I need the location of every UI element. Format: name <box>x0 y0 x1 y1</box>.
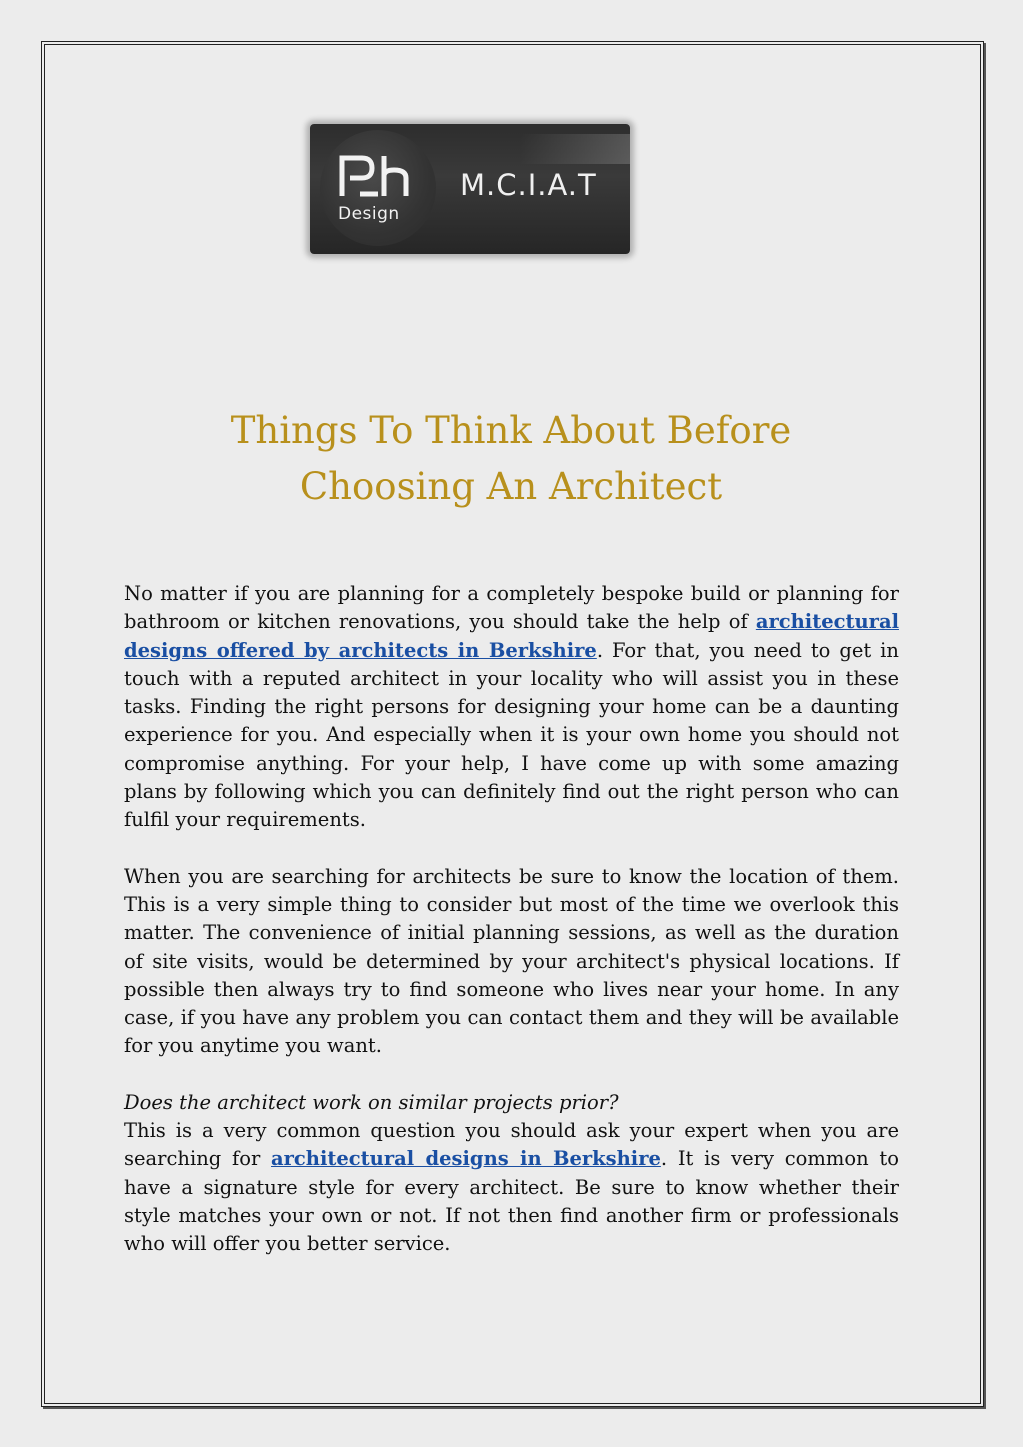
question-heading <box>124 1089 899 1117</box>
article-body <box>124 580 899 1287</box>
paragraph-similar-text-b: . It is very common to have a signature style for every architect. Be sure to know whether their style matches your own or not. If not then find another firm or professionals who will offer you better service. <box>124 1147 899 1256</box>
paragraph-location: When you are searching for architects be sure to know the location of them. This is a very simple thing to consider but most of the time we overlook this matter. The convenience of initial planning sessions, as well as the duration of site visits, would be determined by your architect's physical locations. If possible then always try to find someone who lives near your home. In any case, if you have any problem you can contact them and they will be available for you anytime you want. <box>124 864 899 1058</box>
company-logo <box>310 124 630 254</box>
logo-mark-letters <box>338 154 422 198</box>
article-title <box>82 403 940 515</box>
logo-credential: M.C.I.A.T <box>460 168 597 202</box>
paragraph-intro-text-a: No matter if you are planning for a completely bespoke build or planning for bathroom or kitchen renovations, you should take the help of <box>124 582 899 634</box>
paragraph-similar-text-a: This is a very common question you should ask your expert when you are searching for <box>124 1119 899 1171</box>
architectural-designs-architects-link[interactable]: architectural designs offered by architects in Berkshire <box>124 610 899 662</box>
logo-mark-subtitle: Design <box>338 204 400 224</box>
paragraph-intro <box>124 580 899 835</box>
logo-light-band <box>520 134 630 164</box>
paragraph-similar-projects <box>124 1117 899 1258</box>
logo-mark <box>320 130 436 246</box>
question-text: Does the architect work on similar projects prior? <box>124 1090 619 1114</box>
paragraph-intro-text-b: . For that, you need to get in touch with a reputed architect in your locality who will assist you in these tasks. Finding the right persons for designing your home can be a daunting experience for you. And especially when it is your own home you should not compromise anything. For your help, I have come up with some amazing plans by following which you can definitely find out the right person who can fulfil your requirements. <box>124 638 899 832</box>
architectural-designs-berkshire-link[interactable]: architectural designs in Berkshire <box>271 1147 661 1171</box>
article-title-line-2: Choosing An Architect <box>299 465 723 508</box>
article-title-line-1: Things To Think About Before <box>230 409 792 452</box>
